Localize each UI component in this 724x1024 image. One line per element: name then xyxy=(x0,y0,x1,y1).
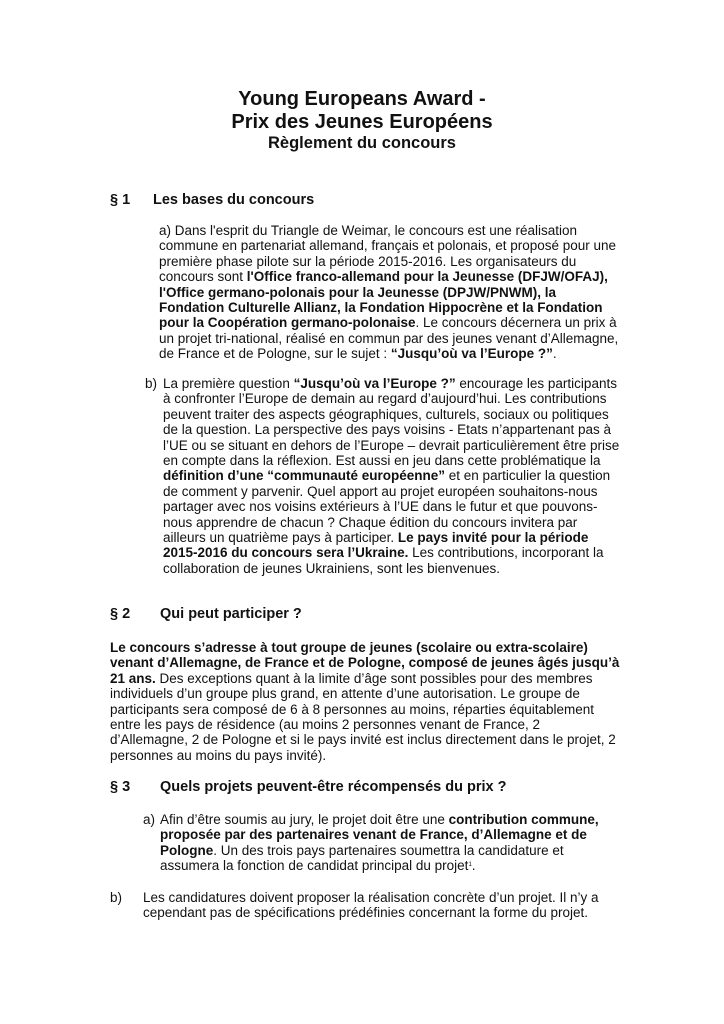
text-line xyxy=(160,858,599,873)
bold-text: proposée par des partenaires venant de France, d’Allemagne et de xyxy=(160,827,587,843)
bold-text: 21 ans. xyxy=(110,670,156,686)
text-line xyxy=(159,315,618,330)
footnote-marker: 1 xyxy=(468,862,472,869)
paragraph-3b xyxy=(110,890,599,921)
text-run: première phase pilote sur la période 2015-2016. Les organisateurs du xyxy=(159,253,577,269)
section-1-heading xyxy=(110,192,314,208)
text-run: à confronter l’Europe de demain au regard d’aujourd’hui. Les contributions xyxy=(163,391,607,407)
text-run: un projet tri-national, réalisé en commun par des jeunes venant d’Allemagne, xyxy=(159,330,619,346)
section-title: Les bases du concours xyxy=(153,192,315,208)
bold-text: Fondation Culturelle Allianz, la Fondation Hippocrène et la Fondation xyxy=(159,299,603,315)
text-run: . Un des trois pays partenaires soumettra la candidature et xyxy=(213,842,564,858)
text-line xyxy=(159,331,618,346)
section-number: § 3 xyxy=(110,779,131,795)
document-title xyxy=(0,88,724,134)
section-title: Qui peut participer ? xyxy=(160,606,302,622)
bold-text: 2015-2016 du concours sera l’Ukraine. xyxy=(163,545,409,561)
section-3-heading xyxy=(110,779,507,795)
text-run: La première question xyxy=(163,376,294,391)
text-line xyxy=(163,561,619,576)
text-run: concours sont xyxy=(159,269,247,285)
text-line xyxy=(159,254,618,269)
title-line-2: Prix des Jeunes Européens xyxy=(231,111,493,133)
section-number: § 2 xyxy=(110,606,131,622)
text-line xyxy=(163,468,619,483)
text-run: peuvent traiter des aspects géographiques, culturels, sociaux ou politiques xyxy=(163,406,609,422)
list-label: b) xyxy=(110,890,123,905)
bold-text: définition d’une “communauté européenne” xyxy=(163,468,446,484)
text-line xyxy=(159,346,618,361)
text-run: Les candidatures doivent proposer la réalisation concrète d’un projet. Il n’y a xyxy=(143,890,599,905)
text-line xyxy=(163,530,619,545)
text-line xyxy=(163,453,619,468)
text-line xyxy=(160,843,599,858)
text-run: encourage les participants xyxy=(455,376,617,391)
text-run: Des exceptions quant à la limite d’âge sont possibles pour des membres xyxy=(155,670,593,686)
section-title: Quels projets peuvent-être récompensés du prix ? xyxy=(160,779,507,795)
bold-text: l'Office germano-polonais pour la Jeunesse (DPJW/PNWM), la xyxy=(159,284,557,300)
text-line xyxy=(143,905,599,920)
text-line xyxy=(163,407,619,422)
text-run: . Le concours décernera un prix à xyxy=(415,315,617,331)
bold-text: contribution commune, xyxy=(448,812,599,827)
paragraph-1a xyxy=(159,223,618,362)
bold-text: Le concours s’adresse à tout groupe de jeunes (scolaire ou extra-scolaire) xyxy=(110,640,588,655)
text-line xyxy=(110,640,619,655)
text-run: participants sera composé de 6 à 8 personnes au moins, réparties équitablement xyxy=(110,701,595,717)
text-line xyxy=(160,827,599,842)
paragraph-3a xyxy=(143,812,599,874)
text-run: commune en partenariat allemand, français et polonais, et proposé pour une xyxy=(159,238,617,254)
paragraph-1b xyxy=(145,376,620,576)
text-line xyxy=(159,223,618,238)
text-run: entre les pays de résidence (au moins 2 personnes venant de France, 2 xyxy=(110,716,541,732)
text-line xyxy=(163,515,619,530)
text-run: cependant pas de spécifications prédéfinies concernant la forme du projet. xyxy=(143,905,589,921)
text-run: Les contributions, incorporant la xyxy=(408,545,604,561)
text-line xyxy=(159,300,618,315)
text-run: partager avec nos voisins extérieurs à l’UE dans le futur et que pouvons- xyxy=(163,499,598,515)
text-run: collaboration de jeunes Ukrainiens, sont les bienvenues. xyxy=(163,560,500,576)
list-label: a) xyxy=(143,812,156,827)
text-line xyxy=(110,702,619,717)
list-label: b) xyxy=(145,376,158,391)
text-line xyxy=(110,686,619,701)
text-run: de la question. La perspective des pays voisins - Etats n’appartenant pas à xyxy=(163,422,612,438)
text-line xyxy=(110,748,619,763)
text-line xyxy=(159,269,618,284)
section-2-heading xyxy=(110,606,302,622)
text-run: personnes au moins du pays invité). xyxy=(110,747,327,763)
text-run: et en particulier la question xyxy=(445,468,611,484)
text-run: . xyxy=(471,858,476,874)
bold-text: Pologne xyxy=(160,842,214,858)
bold-text: pour la Coopération germano-polonaise xyxy=(159,315,416,331)
text-line xyxy=(110,732,619,747)
text-run: de comment y parvenir. Quel apport au projet européen souhaitons-nous xyxy=(163,483,598,499)
text-line xyxy=(163,499,619,514)
text-line xyxy=(163,438,619,453)
text-run: a) Dans l'esprit du Triangle de Weimar, le concours est une réalisation xyxy=(159,223,578,238)
text-run: ailleurs un quatrième pays à participer. xyxy=(163,529,398,545)
text-line xyxy=(163,422,619,437)
text-line xyxy=(163,484,619,499)
text-line xyxy=(163,376,619,391)
text-run: d’Allemagne, 2 de Pologne et si le pays invité est inclus directement dans le projet, 2 xyxy=(110,732,616,748)
bold-text: venant d’Allemagne, de France et de Pologne, composé de jeunes âgés jusqu’à xyxy=(110,655,620,671)
section-number: § 1 xyxy=(110,192,131,208)
text-run: de France et de Pologne, sur le sujet : xyxy=(159,346,391,362)
text-run: l’UE ou se situant en dehors de l’Europe – devrait particulièrement être prise xyxy=(163,437,620,453)
text-line xyxy=(159,238,618,253)
bold-text: l'Office franco-allemand pour la Jeunesse (DFJW/OFAJ), xyxy=(246,269,608,285)
text-line xyxy=(159,285,618,300)
text-line xyxy=(163,545,619,560)
bold-text: “Jusqu’où va l’Europe ?” xyxy=(293,376,456,391)
text-line xyxy=(110,671,619,686)
document-subtitle: Règlement du concours xyxy=(268,134,456,152)
paragraph-2 xyxy=(110,640,619,763)
text-run: assumera la fonction de candidat principal du projet xyxy=(160,858,469,874)
bold-text: “Jusqu’où va l’Europe ?” xyxy=(390,346,553,362)
title-line-1: Young Europeans Award - xyxy=(238,88,486,110)
text-line xyxy=(160,812,599,827)
text-run: en compte dans la réflexion. Est aussi en jeu dans cette problématique la xyxy=(163,452,601,468)
text-line xyxy=(143,890,599,905)
text-run: nous apprendre de chacun ? Chaque édition du concours invitera par xyxy=(163,514,578,530)
text-run: individuels d’un groupe plus grand, en attente d’une autorisation. Le groupe de xyxy=(110,686,580,702)
bold-text: Le pays invité pour la période xyxy=(397,529,589,545)
text-run: Afin d’être soumis au jury, le projet doit être une xyxy=(160,812,449,827)
text-line xyxy=(110,655,619,670)
text-run: . xyxy=(552,346,557,362)
text-line xyxy=(163,391,619,406)
text-line xyxy=(110,717,619,732)
